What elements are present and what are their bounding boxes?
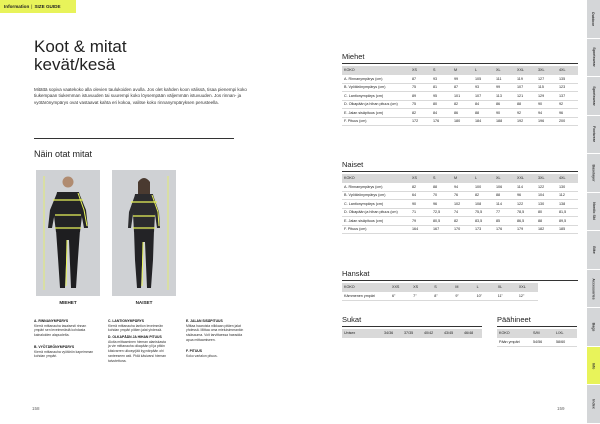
- col-header: KOKO: [497, 329, 531, 338]
- size-value: 122: [515, 200, 536, 209]
- side-tab[interactable]: [587, 347, 600, 386]
- size-value: 84: [431, 109, 452, 118]
- desc-sleeve-body: Aloita mittaaminen hieman alaniskasta ja vie mittanauha olkapään yli ja pitkin käsivarren ulkosyrjää kyynärpään ohi ranteeseen asti. Pidä käsivarsi hieman taivutettuna.: [108, 339, 167, 363]
- side-tab-label: Bags: [591, 322, 596, 332]
- woman-figure-illustration: [112, 170, 176, 296]
- row-label: A. Rinnanympärys (cm): [342, 75, 410, 84]
- side-tab[interactable]: [587, 270, 600, 309]
- table-row: [342, 183, 578, 192]
- size-value: 81,5: [557, 208, 578, 217]
- section-divider: |: [31, 4, 33, 9]
- size-value: 180: [452, 117, 473, 126]
- size-value: 135: [557, 75, 578, 84]
- table-row: [342, 109, 578, 118]
- size-value: 11": [496, 292, 517, 301]
- table-row: [497, 338, 577, 347]
- socks-cell: 37/35: [402, 329, 422, 338]
- side-tab-label: Baselayer: [591, 164, 596, 182]
- desc-waist-body: Kierrä mittanauha vyötärön kapeimman kohdan ympäri.: [34, 349, 94, 359]
- size-value: 82: [452, 217, 473, 226]
- women-section-title: Naiset: [342, 160, 364, 169]
- size-value: 122: [536, 183, 557, 192]
- socks-cell: 40/42: [422, 329, 442, 338]
- row-label: D. Olkapään ja hihan pituus (cm): [342, 208, 410, 217]
- size-value: 88: [515, 100, 536, 109]
- desc-chest-head: A. RINNANYMPÄRYS: [34, 319, 69, 323]
- headwear-section-rule: [497, 326, 577, 327]
- desc-sleeve-head: D. OLKAPÄÄN JA HIHAN PITUUS: [108, 335, 162, 339]
- size-value: 86,5: [515, 217, 536, 226]
- size-value: 90: [536, 100, 557, 109]
- size-value: 82: [473, 191, 494, 200]
- section-label: Information: [4, 4, 30, 9]
- table-row: [342, 75, 578, 84]
- page-number-left: 158: [32, 406, 40, 411]
- side-tab[interactable]: [587, 308, 600, 347]
- row-label: B. Vyötärönympärys (cm): [342, 83, 410, 92]
- size-value: 99: [452, 75, 473, 84]
- side-tab-label: Nordic Ski: [591, 202, 596, 221]
- desc-height-head: F. PITUUS: [186, 349, 203, 353]
- size-value: 75: [410, 100, 431, 109]
- side-tab[interactable]: [587, 39, 600, 78]
- col-header: 4XL: [557, 174, 578, 183]
- table-row: [342, 92, 578, 101]
- size-value: 95: [431, 92, 452, 101]
- size-value: 87: [410, 75, 431, 84]
- size-value: 108: [473, 200, 494, 209]
- col-header: 3XL: [536, 66, 557, 75]
- size-value: 184: [473, 117, 494, 126]
- size-value: 88: [536, 217, 557, 226]
- side-tab-label: Index: [591, 399, 596, 409]
- gloves-table-header: [342, 283, 538, 292]
- size-value: 107: [515, 83, 536, 92]
- size-value: 96: [431, 200, 452, 209]
- side-tab-label: Accessories: [591, 277, 596, 300]
- table-row: [342, 191, 578, 200]
- desc-hip-head: C. LANTIONYMPÄRYS: [108, 319, 145, 323]
- table-row: [342, 83, 578, 92]
- size-value: 129: [536, 92, 557, 101]
- size-value: 119: [515, 75, 536, 84]
- side-tab[interactable]: [587, 231, 600, 270]
- size-value: 176: [494, 225, 515, 234]
- size-value: 101: [452, 92, 473, 101]
- size-value: 111: [494, 75, 515, 84]
- size-value: 78,5: [515, 208, 536, 217]
- size-value: 94: [452, 183, 473, 192]
- col-header: S: [431, 66, 452, 75]
- headwear-section-title: Päähineet: [497, 315, 531, 324]
- men-size-table: [342, 66, 578, 126]
- col-header: L: [475, 283, 496, 292]
- men-section-title: Miehet: [342, 52, 365, 61]
- row-label: D. Olkapään ja hihan pituus (cm): [342, 100, 410, 109]
- row-label: C. Lantionympärys (cm): [342, 200, 410, 209]
- col-header: 4XL: [557, 66, 578, 75]
- size-value: 85: [494, 217, 515, 226]
- size-value: 100: [473, 183, 494, 192]
- desc-waist: [34, 345, 94, 359]
- size-value: 115: [536, 83, 557, 92]
- socks-table-row: [342, 329, 482, 338]
- man-figure-illustration: [36, 170, 100, 296]
- socks-cell: 46/48: [462, 329, 482, 338]
- size-value: 64: [410, 191, 431, 200]
- table-row: [342, 217, 578, 226]
- size-value: 88: [473, 109, 494, 118]
- col-header: M: [452, 174, 473, 183]
- men-section-rule: [342, 63, 578, 64]
- col-header: XXL: [515, 66, 536, 75]
- gloves-section-title: Hanskat: [342, 269, 370, 278]
- desc-inseam-body: Mittaa haaroista nilkkaan pitäen jalat yhdessä. Mittaa oma mieluisimmankin sisäsauma. Voit tarvittaessa haeadda apua mittaamiseen.: [186, 323, 244, 342]
- page-title: [34, 38, 127, 74]
- table-row: [342, 208, 578, 217]
- size-value: 102: [452, 200, 473, 209]
- socks-cell: Unisex: [342, 329, 382, 338]
- side-tab-label: Outdoor: [591, 11, 596, 26]
- section-side-tabs: [587, 0, 600, 424]
- size-value: 9": [453, 292, 474, 301]
- size-value: 79: [410, 217, 431, 226]
- size-value: 188: [494, 117, 515, 126]
- size-value: 96: [557, 109, 578, 118]
- size-value: 90: [410, 200, 431, 209]
- section-divider-line: [34, 138, 234, 139]
- headwear-table-header: [497, 329, 577, 338]
- row-label: F. Pituus (cm): [342, 225, 410, 234]
- size-value: 75,5: [473, 208, 494, 217]
- size-value: 138: [557, 200, 578, 209]
- table-row: [342, 225, 578, 234]
- title-line-2: kevät/kesä: [34, 55, 116, 74]
- col-header: XL: [494, 174, 515, 183]
- gloves-section-rule: [342, 280, 578, 281]
- col-header: XS: [410, 66, 431, 75]
- size-value: 88: [431, 183, 452, 192]
- desc-inseam-head: E. JALAN SISÄPITUUS: [186, 319, 223, 323]
- table-row: [342, 117, 578, 126]
- col-header: L: [473, 174, 494, 183]
- row-label: F. Pituus (cm): [342, 117, 410, 126]
- size-value: 104: [536, 191, 557, 200]
- side-tab-label: Bike: [591, 246, 596, 254]
- caption-women: NAISET: [135, 300, 153, 305]
- size-value: 88: [494, 191, 515, 200]
- size-value: 86: [494, 100, 515, 109]
- size-value: 196: [536, 117, 557, 126]
- col-header: L: [473, 66, 494, 75]
- size-value: 173: [473, 225, 494, 234]
- size-value: 82: [410, 183, 431, 192]
- title-line-1: Koot & mitat: [34, 37, 127, 56]
- page-number-right: 159: [557, 406, 565, 411]
- desc-chest: [34, 319, 94, 338]
- size-value: 107: [473, 92, 494, 101]
- size-value: 99: [494, 83, 515, 92]
- size-value: 12": [517, 292, 538, 301]
- size-value: 127: [536, 75, 557, 84]
- side-tab[interactable]: [587, 385, 600, 424]
- size-value: 123: [557, 83, 578, 92]
- size-value: 167: [431, 225, 452, 234]
- row-label: E. Jalan sisäpituus (cm): [342, 109, 410, 118]
- intro-text: Mitättä sopiva vaatekoko alla olevien taulukoiden avulla. Jos olet kahden koon välissä, tisaa pienempi koko tiukempaan tiukemman istuvuuden tai suurempi koko löysempään väljemmän istuvuuden. Jos rinnan- ja vyötärönympärys ovat vastaavat kahta eri kokoa, valitse koko rinnanympäryksen perusteella.: [34, 87, 247, 105]
- women-size-table: [342, 174, 578, 234]
- size-value: 170: [452, 225, 473, 234]
- col-header: L/XL: [554, 329, 577, 338]
- desc-hip-body: Kierrä mittanauha lantion leveimmän kohdan ympäri pitäen jalat yhdessä.: [108, 323, 164, 333]
- size-value: 164: [410, 225, 431, 234]
- measure-heading: Näin otat mitat: [34, 149, 93, 159]
- women-section-rule: [342, 171, 578, 172]
- subsection-label: SIZE GUIDE: [34, 4, 61, 9]
- col-header: KOKO: [342, 174, 410, 183]
- col-header: XS: [411, 283, 432, 292]
- row-label: E. Jalan sisäpituus (cm): [342, 217, 410, 226]
- size-value: 94: [536, 109, 557, 118]
- side-tab-label: Sportswear: [591, 47, 596, 68]
- socks-section-rule: [342, 326, 482, 327]
- side-tab[interactable]: [587, 193, 600, 232]
- size-value: 58/60: [554, 338, 577, 347]
- men-table-header: [342, 66, 578, 75]
- side-tab-label: Info: [591, 362, 596, 369]
- col-header: S: [431, 174, 452, 183]
- size-value: 89,5: [557, 217, 578, 226]
- size-value: 130: [557, 183, 578, 192]
- desc-inseam: [186, 319, 246, 343]
- row-label: Kämmenen ympäri: [342, 292, 390, 301]
- size-value: 89: [410, 92, 431, 101]
- col-header: M: [452, 66, 473, 75]
- col-header: XXL: [515, 174, 536, 183]
- size-value: 87: [452, 83, 473, 92]
- size-value: 106: [494, 183, 515, 192]
- size-value: 80: [536, 208, 557, 217]
- size-value: 7": [411, 292, 432, 301]
- col-header: 3XL: [536, 174, 557, 183]
- desc-sleeve: [108, 335, 168, 363]
- size-value: 84: [473, 100, 494, 109]
- size-value: 72,5: [431, 208, 452, 217]
- col-header: KOKO: [342, 283, 390, 292]
- col-header: XL: [494, 66, 515, 75]
- col-header: S: [432, 283, 453, 292]
- gloves-size-table: [342, 283, 538, 301]
- desc-chest-body: Kierrä mittanauha tasaisesti rinnan ympäri sen leveimmästä kohdasta kainaloiden alapuolelta.: [34, 323, 87, 338]
- col-header: XXS: [390, 283, 411, 292]
- table-row: [342, 292, 538, 301]
- men-measurement-photo: [36, 170, 100, 296]
- size-value: 10": [475, 292, 496, 301]
- col-header: M: [453, 283, 474, 292]
- size-value: 137: [557, 92, 578, 101]
- col-header: XXL: [517, 283, 538, 292]
- women-table-header: [342, 174, 578, 183]
- size-value: 54/56: [531, 338, 554, 347]
- headwear-size-table: [497, 329, 577, 347]
- size-value: 192: [515, 117, 536, 126]
- side-tab-label: Footwear: [591, 126, 596, 143]
- side-tab[interactable]: [587, 116, 600, 155]
- size-value: 90: [494, 109, 515, 118]
- socks-cell: 43/45: [442, 329, 462, 338]
- size-value: 92: [557, 100, 578, 109]
- row-label: Pään ympäri: [497, 338, 531, 347]
- size-value: 114: [494, 200, 515, 209]
- desc-hip: [108, 319, 168, 333]
- desc-height: [186, 349, 246, 358]
- row-label: C. Lantionympärys (cm): [342, 92, 410, 101]
- socks-size-table: [342, 329, 482, 338]
- col-header: KOKO: [342, 66, 410, 75]
- size-value: 112: [557, 191, 578, 200]
- side-tab[interactable]: [587, 0, 600, 39]
- size-value: 93: [431, 75, 452, 84]
- desc-waist-head: B. VYÖTÄRÖNYMPÄRYS: [34, 345, 75, 349]
- side-tab-label: Sportswear: [591, 86, 596, 106]
- size-value: 76: [452, 191, 473, 200]
- size-value: 179: [515, 225, 536, 234]
- col-header: XL: [496, 283, 517, 292]
- size-value: 86: [452, 109, 473, 118]
- size-value: 200: [557, 117, 578, 126]
- size-value: 8": [432, 292, 453, 301]
- women-measurement-photo: [112, 170, 176, 296]
- size-value: 82: [410, 109, 431, 118]
- caption-men: MIEHET: [59, 300, 77, 305]
- size-value: 182: [536, 225, 557, 234]
- socks-cell: 34/36: [382, 329, 402, 338]
- size-value: 6": [390, 292, 411, 301]
- desc-height-body: Koko vartalon pituus.: [186, 353, 218, 358]
- size-value: 105: [473, 75, 494, 84]
- size-value: 71: [410, 208, 431, 217]
- table-row: [342, 200, 578, 209]
- col-header: XS: [410, 174, 431, 183]
- row-label: A. Rinnanympärys (cm): [342, 183, 410, 192]
- size-value: 80,5: [431, 217, 452, 226]
- size-value: 93: [473, 83, 494, 92]
- size-value: 81: [431, 83, 452, 92]
- size-value: 83,5: [473, 217, 494, 226]
- size-value: 114: [515, 183, 536, 192]
- side-tab[interactable]: [587, 154, 600, 193]
- size-value: 77: [494, 208, 515, 217]
- size-value: 74: [452, 208, 473, 217]
- side-tab[interactable]: [587, 77, 600, 116]
- size-value: 82: [452, 100, 473, 109]
- size-value: 113: [494, 92, 515, 101]
- size-value: 172: [410, 117, 431, 126]
- row-label: B. Vyötärönympärys (cm): [342, 191, 410, 200]
- size-value: 92: [515, 109, 536, 118]
- size-value: 130: [536, 200, 557, 209]
- col-header: S/M: [531, 329, 554, 338]
- size-value: 96: [515, 191, 536, 200]
- size-value: 75: [410, 83, 431, 92]
- section-header-tab: [0, 0, 76, 13]
- table-row: [342, 100, 578, 109]
- size-value: 176: [431, 117, 452, 126]
- socks-section-title: Sukat: [342, 315, 362, 324]
- size-value: 70: [431, 191, 452, 200]
- size-value: 80: [431, 100, 452, 109]
- size-value: 185: [557, 225, 578, 234]
- size-value: 121: [515, 92, 536, 101]
